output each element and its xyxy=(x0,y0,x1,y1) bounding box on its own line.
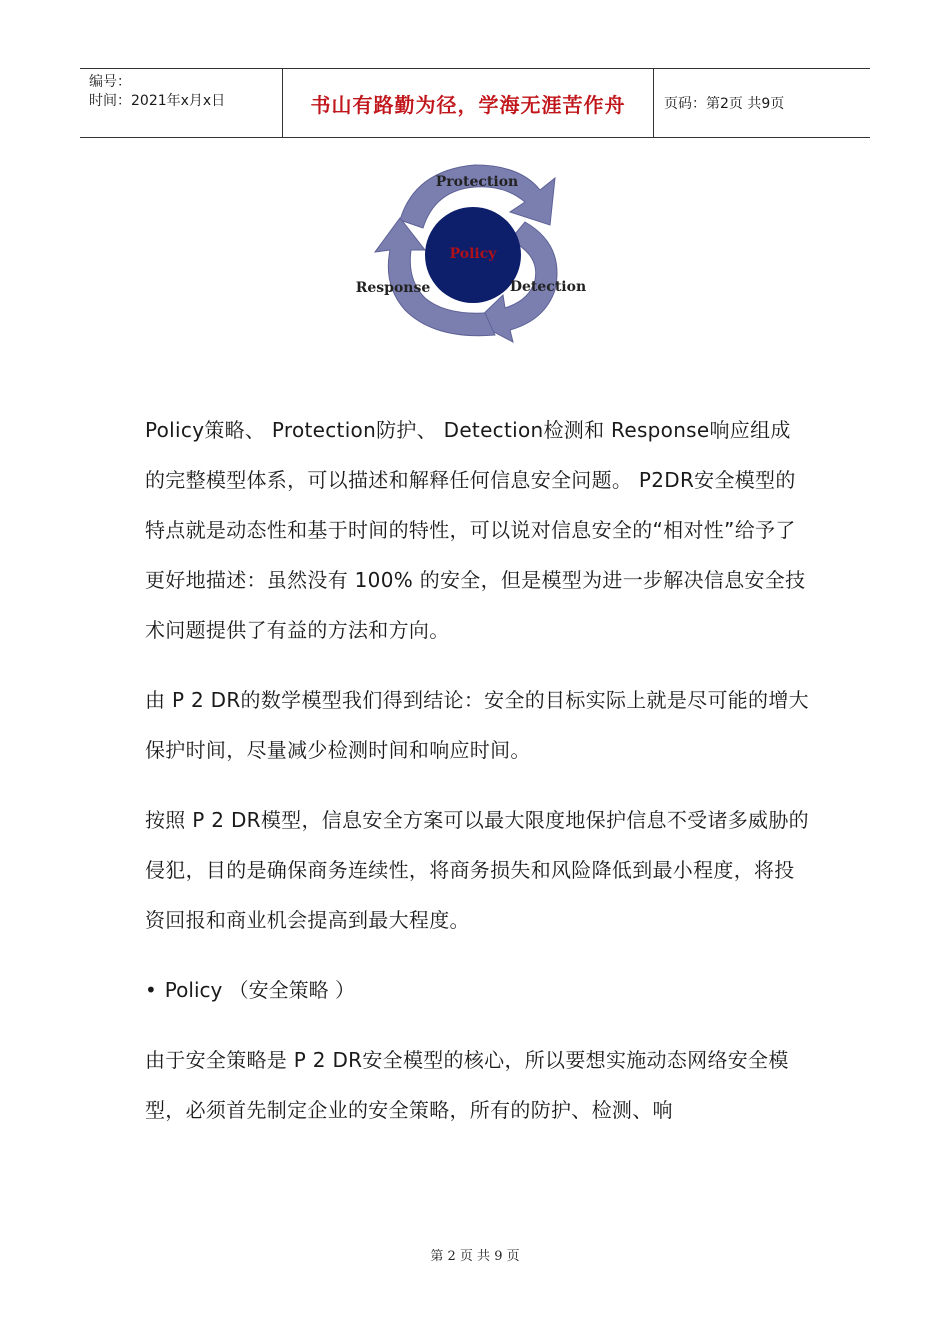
detection-label: Detection xyxy=(509,279,587,295)
header-meta xyxy=(80,69,282,137)
paragraph-4: 由于安全策略是 P 2 DR安全模型的核心，所以要想实施动态网络安全模型，必须首先制定企业的安全策略，所有的防护、检测、响 xyxy=(145,1048,789,1122)
paragraph-3: 按照 P 2 DR模型，信息安全方案可以最大限度地保护信息不受诸多威胁的侵犯，目的是确保商务连续性，将商务损失和风险降低到最小程度，将投资回报和商业机会提高到最大程度。 xyxy=(145,808,809,932)
number-label: 编号： xyxy=(89,74,131,90)
header-motto: 书山有路勤为径，学海无涯苦作舟 xyxy=(282,69,654,137)
page-header xyxy=(80,68,870,138)
paragraph-1: Policy策略、 Protection防护、 Detection检测和 Response响应组成的完整模型体系，可以描述和解释任何信息安全问题。 P2DR安全模型的特点就是动态性和基于时间的特性，可以说对信息安全的“相对性”给予了更好地描述：虽然没有 100% 的安全，但是模型为进一步解决信息安全技术问题提供了有益的方法和方向。 xyxy=(145,418,806,642)
page-body xyxy=(145,405,810,1155)
paragraph-2: 由 P 2 DR的数学模型我们得到结论：安全的目标实际上就是尽可能的增大保护时间，尽量减少检测时间和响应时间。 xyxy=(145,688,809,762)
response-label: Response xyxy=(355,280,431,296)
policy-label: Policy xyxy=(449,246,497,262)
header-page-label: 页码：第2页 共9页 xyxy=(664,96,785,112)
bullet-dot-icon: • xyxy=(145,978,157,1002)
bullet-item xyxy=(145,965,810,1015)
p2dr-cycle-svg xyxy=(345,150,605,345)
date-label: 时间：2021年x月x日 xyxy=(89,93,226,109)
p2dr-diagram xyxy=(345,150,605,345)
bullet-text: Policy （安全策略 ） xyxy=(164,978,356,1002)
protection-label: Protection xyxy=(435,174,519,190)
page-footer: 第 2 页 共 9 页 xyxy=(430,1249,520,1264)
